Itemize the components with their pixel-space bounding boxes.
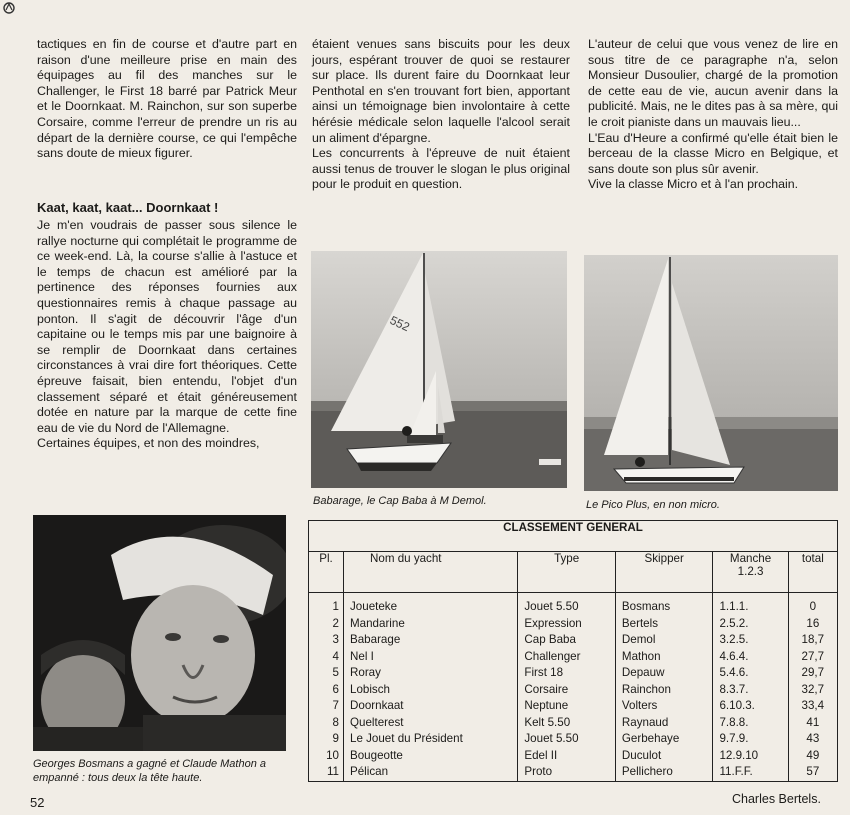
cell-type: Jouet 5.50 [518, 593, 616, 616]
manche-label: Manche [729, 552, 772, 565]
cell-manche: 1.1.1. [713, 593, 788, 616]
cell-type: Proto [518, 764, 616, 781]
col-header-manche [713, 552, 788, 593]
caption-portrait: Georges Bosmans a gagné et Claude Mathon a empanné : tous deux la tête haute. [33, 758, 266, 784]
cell-type: First 18 [518, 665, 616, 682]
photo-pico-plus [584, 255, 838, 491]
article-paragraph: Les concurrents à l'épreuve de nuit étaient aussi tenus de trouver le slogan le plus original pour le produit en question. [312, 146, 570, 192]
cell-total: 43 [788, 731, 837, 748]
cell-manche: 2.5.2. [713, 616, 788, 633]
cell-pl: 2 [309, 616, 344, 633]
cell-pl: 11 [309, 764, 344, 781]
cell-name: Mandarine [344, 616, 518, 633]
table-row [309, 698, 838, 715]
col-header-type: Type [518, 552, 616, 593]
table-row [309, 748, 838, 765]
cell-name: Quelterest [344, 715, 518, 732]
cell-name: Bougeotte [344, 748, 518, 765]
cell-total: 32,7 [788, 682, 837, 699]
cell-pl: 8 [309, 715, 344, 732]
cell-manche: 8.3.7. [713, 682, 788, 699]
col-header-total: total [788, 552, 837, 593]
table-title: CLASSEMENT GENERAL [309, 521, 838, 552]
cell-total: 16 [788, 616, 837, 633]
table-row [309, 715, 838, 732]
cell-skipper: Rainchon [615, 682, 713, 699]
cell-type: Kelt 5.50 [518, 715, 616, 732]
cell-pl: 3 [309, 632, 344, 649]
cell-manche: 9.7.9. [713, 731, 788, 748]
cell-skipper: Pellichero [615, 764, 713, 781]
cell-manche: 6.10.3. [713, 698, 788, 715]
cell-total: 41 [788, 715, 837, 732]
cell-manche: 4.6.4. [713, 649, 788, 666]
photo-portrait [33, 515, 286, 751]
cell-manche: 12.9.10 [713, 748, 788, 765]
cell-skipper: Mathon [615, 649, 713, 666]
cell-pl: 4 [309, 649, 344, 666]
cell-type: Challenger [518, 649, 616, 666]
cell-pl: 10 [309, 748, 344, 765]
cell-manche: 5.4.6. [713, 665, 788, 682]
article-paragraph: L'Eau d'Heure a confirmé qu'elle était bien le berceau de la classe Micro en Belgique, et sans doute son plus sûr avenir. [588, 130, 838, 176]
cell-type: Cap Baba [518, 632, 616, 649]
cell-pl: 6 [309, 682, 344, 699]
corner-emblem-icon [2, 1, 16, 15]
cell-name: Doornkaat [344, 698, 518, 715]
cell-skipper: Volters [615, 698, 713, 715]
cell-total: 27,7 [788, 649, 837, 666]
cell-skipper: Demol [615, 632, 713, 649]
table-row [309, 593, 838, 616]
cell-manche: 7.8.8. [713, 715, 788, 732]
cell-name: Nel I [344, 649, 518, 666]
table-row [309, 731, 838, 748]
cell-skipper: Bertels [615, 616, 713, 633]
col-header-pl: Pl. [309, 552, 344, 593]
cell-name: Joueteke [344, 593, 518, 616]
caption-pico-plus: Le Pico Plus, en non micro. [586, 499, 720, 511]
cell-skipper: Depauw [615, 665, 713, 682]
table-row [309, 665, 838, 682]
cell-pl: 9 [309, 731, 344, 748]
table-row [309, 632, 838, 649]
results-body [309, 593, 838, 782]
article-paragraph: étaient venues sans biscuits pour les deux jours, espérant trouver de quoi se restaurer sur place. Ils durent faire du Doornkaat leur Penthotal en s'en trouvant fort bien, apportant ainsi un témoignage bien involontaire à cette hérésie médicale selon laquelle l'alcool serait un aliment d'épargne. [312, 37, 570, 145]
cell-type: Expression [518, 616, 616, 633]
cell-skipper: Raynaud [615, 715, 713, 732]
cell-name: Pélican [344, 764, 518, 781]
article-paragraph: Vive la classe Micro et à l'an prochain. [588, 177, 799, 192]
cell-name: Lobisch [344, 682, 518, 699]
results-table [308, 520, 838, 782]
sail-number: 552 [387, 313, 412, 335]
cell-name: Babarage [344, 632, 518, 649]
table-row [309, 764, 838, 781]
manche-sub-label: 1.2.3 [737, 565, 764, 578]
article-paragraph: Je m'en voudrais de passer sous silence le rallye nocturne qui complétait le programme de ce week-end. Là, la course s'allie à l'astuce et le temps de chacun est amélioré par la pertinence des réponses fournies aux questionnaires remis à chaque passage au ponton. Il s'agit de découvrir l'âge d'un capitaine ou le temps mis par une baignoire à se remplir de Doornkaat dans certaines circonstances à vrai dire fort théoriques. Cette épreuve faisait, bien entendu, l'objet d'un classement séparé et était généreusement dotée en nature par la marque de cette fine eau de vie du Nord de l'Allemagne. [37, 218, 297, 435]
author-signature: Charles Bertels. [732, 792, 821, 806]
cell-manche: 3.2.5. [713, 632, 788, 649]
cell-pl: 1 [309, 593, 344, 616]
column-1-top [37, 37, 297, 162]
cell-skipper: Bosmans [615, 593, 713, 616]
article-subheading: Kaat, kaat, kaat... Doornkaat ! [37, 200, 219, 215]
photo-babarage [311, 251, 567, 488]
cell-pl: 5 [309, 665, 344, 682]
cell-type: Corsaire [518, 682, 616, 699]
cell-pl: 7 [309, 698, 344, 715]
cell-total: 33,4 [788, 698, 837, 715]
cell-total: 49 [788, 748, 837, 765]
cell-total: 57 [788, 764, 837, 781]
article-paragraph: L'auteur de celui que vous venez de lire en sous titre de ce paragraphe n'a, selon Monsieur Dusoulier, chargé de la promotion de cette eau de vie, aucun avenir dans la publicité. Mais, ne le dites pas à sa mère, qui le croit pianiste dans un mauvais lieu... [588, 37, 838, 129]
cell-skipper: Gerbehaye [615, 731, 713, 748]
page-number: 52 [30, 795, 45, 810]
article-paragraph: Certaines équipes, et non des moindres, [37, 436, 260, 451]
column-3 [588, 37, 838, 193]
caption-babarage: Babarage, le Cap Baba à M Demol. [313, 495, 487, 507]
cell-name: Roray [344, 665, 518, 682]
cell-type: Jouet 5.50 [518, 731, 616, 748]
cell-type: Neptune [518, 698, 616, 715]
article-paragraph: tactiques en fin de course et d'autre part en raison d'une meilleure prise en main des équipages au fil des manches sur le Challenger, le First 18 barré par Patrick Meur et le Doornkaat. M. Rainchon, sur son superbe Corsaire, comme l'erreur de prendre un ris au départ de la dernière course, ce qui l'empêche sans doute de mieux figurer. [37, 37, 297, 161]
column-2 [312, 37, 570, 193]
cell-skipper: Duculot [615, 748, 713, 765]
cell-manche: 11.F.F. [713, 764, 788, 781]
cell-total: 29,7 [788, 665, 837, 682]
cell-total: 18,7 [788, 632, 837, 649]
cell-total: 0 [788, 593, 837, 616]
col-header-skipper: Skipper [615, 552, 713, 593]
table-row [309, 616, 838, 633]
column-1-bottom [37, 218, 297, 452]
cell-type: Edel II [518, 748, 616, 765]
table-row [309, 649, 838, 666]
col-header-name: Nom du yacht [344, 552, 518, 593]
table-row [309, 682, 838, 699]
cell-name: Le Jouet du Président [344, 731, 518, 748]
